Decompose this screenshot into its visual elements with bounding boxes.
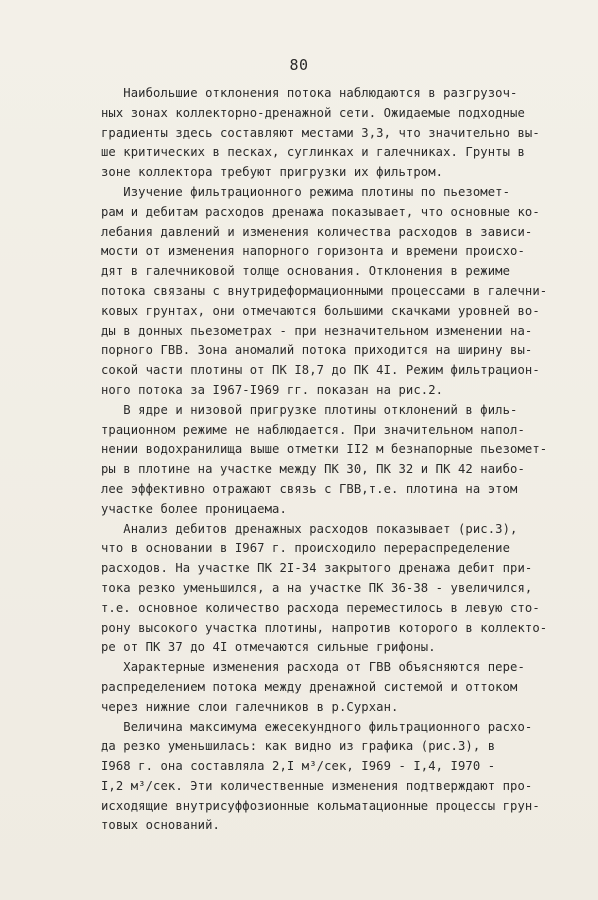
text-line: градиенты здесь составляют местами 3,3, что значительно вы-: [101, 125, 540, 140]
text-line: ше критических в песках, суглинках и галечниках. Грунты в: [101, 145, 525, 160]
text-line: В ядре и низовой пригрузке плотины отклонений в филь-: [101, 402, 518, 417]
text-line: рону высокого участка плотины, напротив которого в коллекто-: [101, 620, 548, 635]
text-line: что в основании в I967 г. происходило перераспределение: [101, 541, 511, 556]
text-line: расходов. На участке ПК 2I-34 закрытого дренажа дебит при-: [101, 561, 533, 576]
text-line: ды в донных пьезометрах - при незначительном изменении на-: [101, 323, 533, 338]
text-line: I,2 м³/сек. Эти количественные изменения подтверждают про-: [101, 778, 533, 793]
text-line: Величина максимума ежесекундного фильтрационного расхо-: [101, 719, 533, 734]
text-line: ных зонах коллекторно-дренажной сети. Ожидаемые подходные: [101, 105, 525, 120]
text-line: через нижние слои галечников в р.Сурхан.: [101, 699, 399, 714]
text-line: потока связаны с внутридеформационными процессами в галечни-: [101, 283, 548, 298]
text-line: лебания давлений и изменения количества расходов в зависи-: [101, 224, 533, 239]
text-line: да резко уменьшилась: как видно из графика (рис.3), в: [101, 739, 496, 754]
text-line: исходящие внутрисуффозионные кольматационные процессы грун-: [101, 798, 540, 813]
text-line: ковых грунтах, они отмечаются большими скачками уровней во-: [101, 303, 540, 318]
page-number: 80: [289, 56, 309, 74]
text-line: рам и дебитам расходов дренажа показывает, что основные ко-: [101, 204, 540, 219]
text-line: ре от ПК 37 до 4I отмечаются сильные грифоны.: [101, 640, 436, 655]
text-line: сокой части плотины от ПК I8,7 до ПК 4I. Режим фильтрацион-: [101, 363, 540, 378]
text-line: нении водохранилища выше отметки II2 м безнапорные пьезомет-: [101, 442, 548, 457]
text-line: участке более проницаема.: [101, 501, 287, 516]
text-line: I968 г. она составляла 2,I м³/сек, I969 - I,4, I970 -: [101, 759, 496, 774]
text-line: ного потока за I967-I969 гг. показан на рис.2.: [101, 382, 444, 397]
body-text: [101, 84, 548, 836]
text-line: лее эффективно отражают связь с ГВВ,т.е. плотина на этом: [101, 481, 518, 496]
text-line: тока резко уменьшился, а на участке ПК 36-38 - увеличился,: [101, 580, 533, 595]
text-line: распределением потока между дренажной системой и оттоком: [101, 679, 518, 694]
text-line: порного ГВВ. Зона аномалий потока приходится на ширину вы-: [101, 343, 533, 358]
text-line: Изучение фильтрационного режима плотины по пьезомет-: [101, 184, 511, 199]
text-line: Наибольшие отклонения потока наблюдаются в разгрузоч-: [101, 86, 518, 100]
text-line: Анализ дебитов дренажных расходов показывает (рис.3),: [101, 521, 518, 536]
text-line: зоне коллектора требуют пригрузки их фильтром.: [101, 165, 444, 180]
text-line: товых оснований.: [101, 818, 220, 833]
text-line: т.е. основное количество расхода переместилось в левую сто-: [101, 600, 540, 615]
text-line: мости от изменения напорного горизонта и времени происхо-: [101, 244, 525, 259]
text-line: Характерные изменения расхода от ГВВ объясняются пере-: [101, 660, 525, 675]
text-line: трационном режиме не наблюдается. При значительном напол-: [101, 422, 525, 437]
text-line: ры в плотине на участке между ПК 30, ПК 32 и ПК 42 наибо-: [101, 462, 525, 477]
text-line: дят в галечниковой толще основания. Отклонения в режиме: [101, 264, 511, 279]
